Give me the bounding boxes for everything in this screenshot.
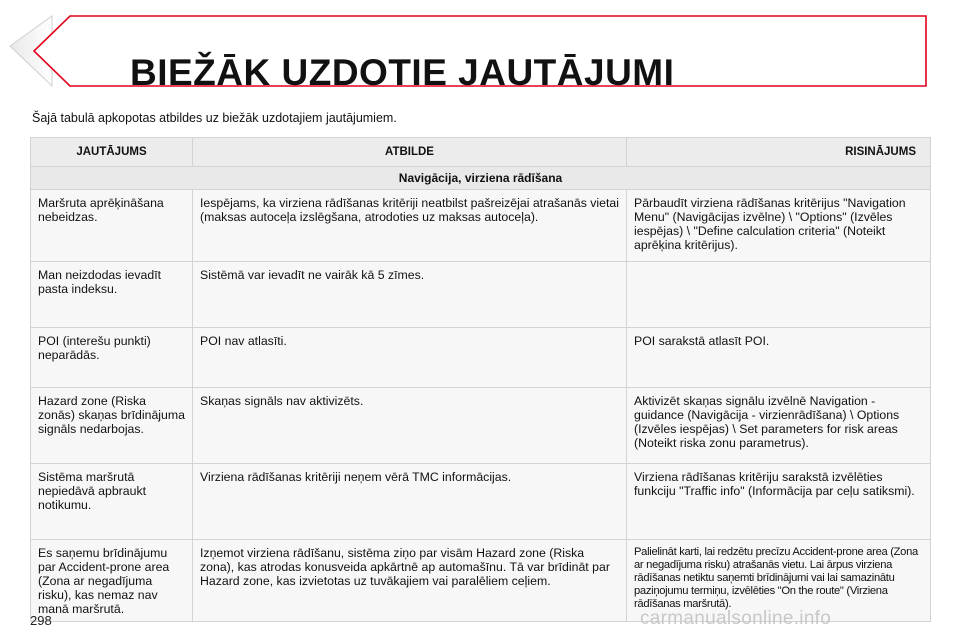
faq-table (30, 137, 931, 622)
solution-cell (627, 262, 931, 328)
column-header-solution: RISINĀJUMS (627, 138, 931, 167)
question-cell: Sistēma maršrutā nepiedāvā apbraukt notikumu. (31, 464, 193, 540)
solution-cell: POI sarakstā atlasīt POI. (627, 328, 931, 388)
question-cell: Maršruta aprēķināšana nebeidzas. (31, 190, 193, 262)
question-cell: POI (interešu punkti) neparādās. (31, 328, 193, 388)
table-row (31, 190, 931, 262)
watermark: carmanualsonline.info (640, 608, 832, 629)
intro-text: Šajā tabulā apkopotas atbildes uz biežāk uzdotajiem jautājumiem. (32, 111, 397, 125)
question-cell: Man neizdodas ievadīt pasta indeksu. (31, 262, 193, 328)
solution-cell: Palielināt karti, lai redzētu precīzu Accident-prone area (Zona ar negadījuma risku) atrašanās vietu. Lai ārpus virziena rādīšanas netiktu saņemti brīdinājumi vai lai samazinātu paziņojumu termiņu, izvēlēties "On the route" (Virziena rādīšanas maršrutā). (627, 540, 931, 622)
answer-cell: Iespējams, ka virziena rādīšanas kritēriji neatbilst pašreizējai atrašanās vietai (maksas autoceļa izslēgšana, atrodoties uz maksas autoceļa). (193, 190, 627, 262)
answer-cell: Skaņas signāls nav aktivizēts. (193, 388, 627, 464)
answer-cell: POI nav atlasīti. (193, 328, 627, 388)
table-row (31, 388, 931, 464)
answer-cell: Izņemot virziena rādīšanu, sistēma ziņo par visām Hazard zone (Riska zona), kas atrodas konusveida apkārtnē ap automašīnu. Tā var brīdināt par Hazard zone, kas izvietotas uz tuvākajiem vai paralēliem ceļiem. (193, 540, 627, 622)
answer-cell: Virziena rādīšanas kritēriji neņem vērā TMC informācijas. (193, 464, 627, 540)
page-number: 298 (30, 613, 52, 628)
solution-cell: Virziena rādīšanas kritēriju sarakstā izvēlēties funkciju "Traffic info" (Informācija par ceļu satiksmi). (627, 464, 931, 540)
column-header-answer: ATBILDE (193, 138, 627, 167)
question-cell: Hazard zone (Riska zonās) skaņas brīdinājuma signāls nedarbojas. (31, 388, 193, 464)
answer-cell: Sistēmā var ievadīt ne vairāk kā 5 zīmes. (193, 262, 627, 328)
table-row (31, 464, 931, 540)
table-row (31, 262, 931, 328)
solution-cell: Pārbaudīt virziena rādīšanas kritērijus "Navigation Menu" (Navigācijas izvēlne) \ "Options" (Izvēles iespējas) \ "Define calculation criteria" (Noteikt aprēķina kritērijus). (627, 190, 931, 262)
page-title: BIEŽĀK UZDOTIE JAUTĀJUMI (130, 52, 675, 93)
column-header-question: JAUTĀJUMS (31, 138, 193, 167)
question-cell: Es saņemu brīdinājumu par Accident-prone area (Zona ar negadījuma risku), kas nemaz nav manā maršrutā. (31, 540, 193, 622)
table-row (31, 328, 931, 388)
solution-cell: Aktivizēt skaņas signālu izvēlnē Navigation - guidance (Navigācija - virzienrādīšana) \ Options (Izvēles iespējas) \ Set parameters for risk areas (Noteikt riska zonu parametrus). (627, 388, 931, 464)
section-title: Navigācija, virziena rādīšana (31, 167, 931, 190)
table-header-row (31, 138, 931, 167)
section-row (31, 167, 931, 190)
